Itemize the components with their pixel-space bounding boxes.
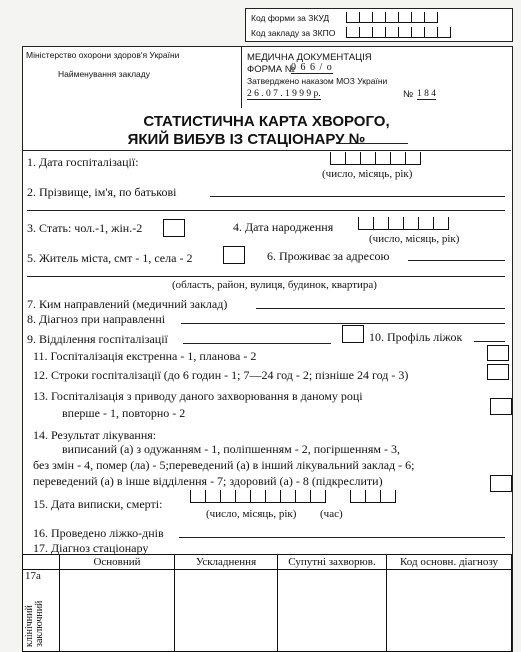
f7-label: 7. Ким направлений (медичний заклад) <box>27 297 228 311</box>
title-line2: ЯКИЙ ВИБУВ ІЗ СТАЦІОНАРУ № <box>127 131 366 148</box>
f13-options: вперше - 1, повторно - 2 <box>62 406 186 420</box>
f17-label: 17. Діагноз стаціонару <box>33 541 149 555</box>
f11-label: 11. Госпіталізація екстренна - 1, планова - 2 <box>33 349 257 363</box>
zkud-cells[interactable] <box>346 12 438 23</box>
f14-line1: виписаний (а) з одужанням - 1, поліпшенням - 2, погіршенням - 3, <box>62 442 400 456</box>
f15-time-hint: (час) <box>320 508 343 520</box>
referral-diagnosis-field[interactable] <box>181 323 505 324</box>
main-diagnosis-cell[interactable] <box>60 570 175 652</box>
f12-label: 12. Строки госпіталізації (до 6 годин - 1; 7—24 год - 2; пізніше 24 год - 3) <box>33 368 409 382</box>
med-doc-title: МЕДИЧНА ДОКУМЕНТАЦІЯ <box>247 52 372 63</box>
f6-hint: (область, район, вулиця, будинок, квартира) <box>172 279 377 291</box>
complications-cell[interactable] <box>175 570 278 652</box>
department-field[interactable] <box>183 343 331 344</box>
header-frame <box>22 46 513 110</box>
f3-label: 3. Стать: чол.-1, жін.-2 <box>27 221 143 235</box>
address-field-2[interactable] <box>27 276 505 277</box>
top-codes-box <box>245 8 513 42</box>
hospitalization-time-box[interactable] <box>487 364 509 380</box>
order-date: 2 6 . 0 7 . 1 9 9 9 р. <box>247 89 321 99</box>
f10-label: 10. Профіль ліжок <box>369 330 463 344</box>
f5-label: 5. Житель міста, смт - 1, села - 2 <box>27 251 193 265</box>
form-value: 0 6 6 / о <box>291 62 333 73</box>
hospitalization-date-cells[interactable] <box>330 152 421 165</box>
f14-label: 14. Результат лікування: <box>33 428 157 442</box>
zkpo-cells[interactable] <box>346 27 451 38</box>
zkpo-label: Код закладу за ЗКПО <box>251 28 336 38</box>
discharge-date-cells[interactable] <box>190 490 326 503</box>
table-corner <box>23 555 60 570</box>
col-header-main: Основний <box>60 555 175 570</box>
title-divider <box>22 150 511 151</box>
f6-label: 6. Проживає за адресою <box>267 249 390 263</box>
f8-label: 8. Діагноз при направленні <box>27 312 166 326</box>
residence-box[interactable] <box>223 246 245 264</box>
col-header-complications: Ускладнення <box>175 555 278 570</box>
form-label: ФОРМА № <box>247 64 295 75</box>
zkud-label: Код форми за ЗКУД <box>251 13 330 23</box>
approved-text: Затверджено наказом МОЗ України <box>247 76 388 86</box>
order-no-label: № <box>403 89 414 100</box>
f1-label: 1. Дата госпіталізації: <box>27 155 139 169</box>
col-header-comorbid: Супутні захворюв. <box>278 555 387 570</box>
order-no-value: 1 8 4 <box>417 89 436 99</box>
diagnosis-table <box>22 554 512 652</box>
diagnosis-code-cell[interactable] <box>387 570 512 652</box>
department-box[interactable] <box>342 325 364 343</box>
comorbid-cell[interactable] <box>278 570 387 652</box>
f14-line2: без змін - 4, помер (ла) - 5;переведений (а) в інший лікувальний заклад - 6; <box>33 458 415 472</box>
f16-label: 16. Проведено ліжко-днів <box>33 526 164 540</box>
ministry-text: Міністерство охорони здоров'я України <box>26 50 180 60</box>
stationary-number-field[interactable] <box>338 143 408 144</box>
f9-label: 9. Відділення госпіталізації <box>27 332 168 346</box>
discharge-time-cells[interactable] <box>350 490 396 503</box>
referred-by-field[interactable] <box>256 308 505 309</box>
title-line1: СТАТИСТИЧНА КАРТА ХВОРОГО, <box>143 113 390 130</box>
sex-box[interactable] <box>163 219 185 237</box>
repeat-hospitalization-box[interactable] <box>490 398 512 415</box>
full-name-field[interactable] <box>210 196 505 197</box>
card-title <box>22 113 511 149</box>
row-17a-side-label: клінічний заключний <box>24 600 45 647</box>
birth-date-cells[interactable] <box>358 217 449 230</box>
f4-label: 4. Дата народження <box>233 220 334 234</box>
address-field[interactable] <box>408 260 505 261</box>
bed-days-field[interactable] <box>179 537 505 538</box>
f1-hint: (число, місяць, рік) <box>322 168 413 180</box>
bed-profile-field[interactable] <box>474 341 505 342</box>
row-17a-label: 17а <box>25 570 41 582</box>
institution-label: Найменування закладу <box>58 69 150 79</box>
col-header-code: Код основн. діагнозу <box>387 555 512 570</box>
full-name-field-2[interactable] <box>27 210 505 211</box>
hospitalization-type-box[interactable] <box>487 345 509 361</box>
f4-hint: (число, місяць, рік) <box>369 233 460 245</box>
f14-line3: переведений (а) в інше відділення - 7; здоровий (а) - 8 (підкреслити) <box>33 474 383 488</box>
treatment-result-box[interactable] <box>490 475 512 492</box>
f2-label: 2. Прізвище, ім'я, по батькові <box>27 185 177 199</box>
row-17a-label-cell <box>23 570 60 652</box>
f15-label: 15. Дата виписки, смерті: <box>33 497 163 511</box>
f15-hint: (число, місяць, рік) <box>206 508 297 520</box>
f13-label: 13. Госпіталізація з приводу даного захворювання в даному році <box>33 389 363 403</box>
